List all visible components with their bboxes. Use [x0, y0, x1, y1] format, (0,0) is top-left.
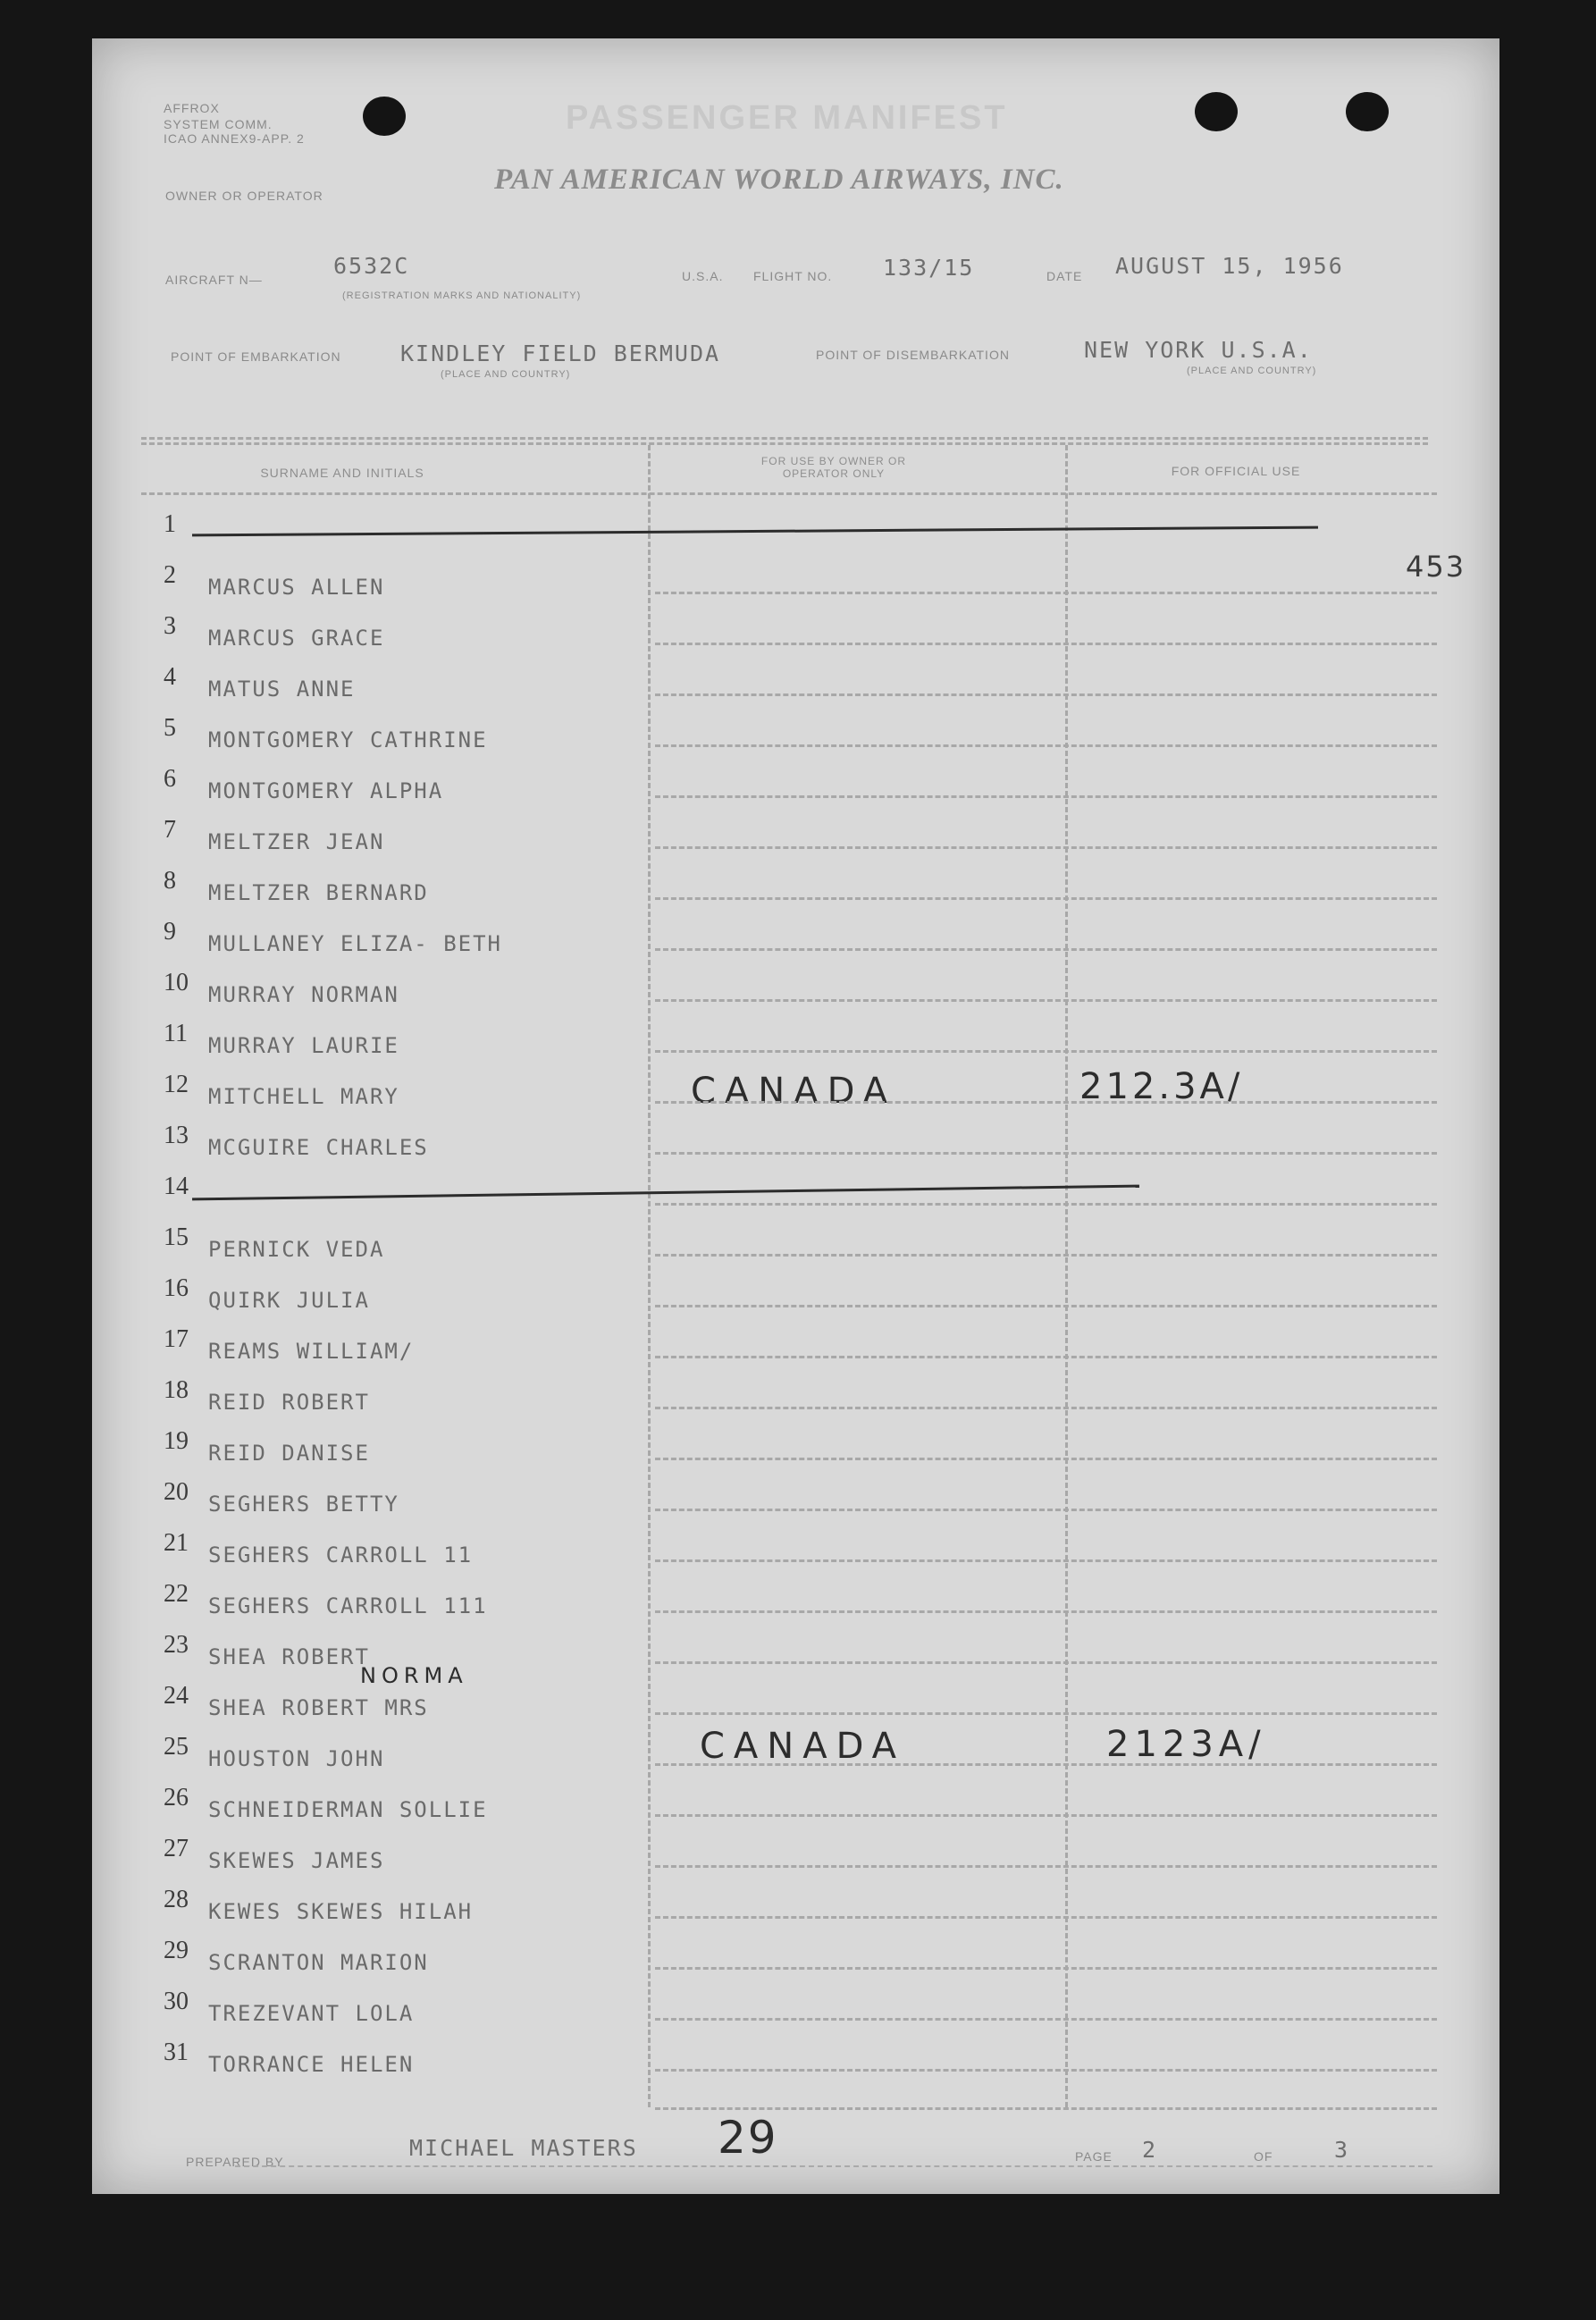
passenger-name: MULLANEY ELIZA- BETH [208, 931, 502, 956]
passenger-name: REID ROBERT [208, 1390, 370, 1415]
aircraft-value: 6532C [333, 253, 410, 279]
passenger-name: SEGHERS CARROLL 111 [208, 1593, 488, 1618]
row-number: 21 [164, 1529, 189, 1557]
punch-hole [1195, 92, 1238, 131]
row-number: 3 [164, 612, 176, 640]
row-rule [655, 1865, 1437, 1868]
passenger-name: REAMS WILLIAM/ [208, 1339, 415, 1364]
prepared-label: PREPARED BY [186, 2155, 284, 2169]
row-number: 20 [164, 1478, 189, 1506]
flight-label: FLIGHT NO. [753, 269, 833, 283]
strike-through [192, 1185, 1139, 1201]
disembark-value: NEW YORK U.S.A. [1084, 337, 1313, 363]
strike-through [192, 526, 1318, 537]
passenger-name: SEGHERS BETTY [208, 1492, 399, 1517]
row-rule [655, 1610, 1437, 1613]
passenger-name: KEWES SKEWES HILAH [208, 1899, 474, 1924]
row-rule [655, 1967, 1437, 1970]
passenger-name: MELTZER BERNARD [208, 880, 429, 905]
row-rule [655, 897, 1437, 900]
passenger-name: SHEA ROBERT MRS [208, 1695, 429, 1720]
table-top-rule [141, 442, 1428, 445]
date-value: AUGUST 15, 1956 [1115, 253, 1344, 279]
row-number: 27 [164, 1835, 189, 1862]
punch-hole [1346, 92, 1389, 131]
row-rule [655, 643, 1437, 645]
row-number: 1 [164, 510, 176, 538]
row-rule [655, 1050, 1437, 1053]
table-top-rule [141, 437, 1428, 440]
handwritten-note: NORMA [360, 1663, 468, 1688]
embark-value: KINDLEY FIELD BERMUDA [400, 340, 721, 366]
passenger-name: MARCUS GRACE [208, 626, 385, 651]
row-rule [655, 1916, 1437, 1919]
passenger-name: SEGHERS CARROLL 11 [208, 1542, 474, 1568]
column-header-owner: FOR USE BY OWNER OR OPERATOR ONLY [760, 455, 907, 480]
owner-entry: CANADA [691, 1071, 897, 1112]
row-number: 16 [164, 1274, 189, 1302]
row-rule [655, 1712, 1437, 1715]
column-header-official: FOR OFFICIAL USE [1171, 464, 1301, 478]
row-number: 14 [164, 1173, 189, 1200]
row-number: 2 [164, 561, 176, 589]
prepared-value: MICHAEL MASTERS [409, 2135, 638, 2161]
row-rule [655, 1814, 1437, 1817]
passenger-name: SKEWES JAMES [208, 1848, 385, 1873]
row-rule [655, 1559, 1437, 1562]
row-rule [655, 1661, 1437, 1664]
row-number: 9 [164, 918, 176, 946]
row-rule [655, 1101, 1437, 1104]
row-rule [655, 1305, 1437, 1307]
corner-line: SYSTEM COMM. [164, 117, 273, 131]
row-number: 7 [164, 816, 176, 844]
place-note: (PLACE AND COUNTRY) [1187, 366, 1317, 376]
row-number: 6 [164, 765, 176, 793]
row-rule [655, 1254, 1437, 1257]
page-title: PASSENGER MANIFEST [566, 99, 1008, 137]
airline-name: PAN AMERICAN WORLD AIRWAYS, INC. [494, 164, 1064, 196]
passenger-name: MURRAY LAURIE [208, 1033, 399, 1058]
row-number: 15 [164, 1223, 189, 1251]
row-number: 11 [164, 1020, 188, 1047]
flight-value: 133/15 [883, 255, 975, 281]
passenger-name: QUIRK JULIA [208, 1288, 370, 1313]
owner-entry: CANADA [700, 1726, 906, 1767]
header-rule [141, 492, 1437, 495]
row-number: 25 [164, 1733, 189, 1761]
punch-hole [363, 97, 406, 136]
country-value: U.S.A. [682, 269, 724, 283]
passenger-name: TREZEVANT LOLA [208, 2001, 415, 2026]
passenger-name: MARCUS ALLEN [208, 575, 385, 600]
place-note: (PLACE AND COUNTRY) [441, 369, 571, 380]
row-number: 12 [164, 1071, 189, 1098]
row-rule [655, 744, 1437, 747]
passenger-name: MONTGOMERY CATHRINE [208, 727, 488, 752]
row-rule [655, 693, 1437, 696]
row-rule [655, 846, 1437, 849]
row-rule [655, 1763, 1437, 1766]
row-number: 29 [164, 1937, 189, 1964]
passenger-name: MITCHELL MARY [208, 1084, 399, 1109]
corner-line: AFFROX [164, 101, 220, 115]
row-number: 10 [164, 969, 189, 996]
passenger-name: SCHNEIDERMAN SOLLIE [208, 1797, 488, 1822]
disembark-label: POINT OF DISEMBARKATION [816, 348, 1010, 362]
row-rule [655, 999, 1437, 1002]
row-rule [655, 2107, 1437, 2110]
row-rule [655, 1509, 1437, 1511]
row-number: 31 [164, 2038, 189, 2066]
margin-number: 453 [1406, 550, 1466, 584]
passenger-name: MCGUIRE CHARLES [208, 1135, 429, 1160]
row-number: 18 [164, 1376, 189, 1404]
passenger-name: MELTZER JEAN [208, 829, 385, 854]
row-rule [655, 795, 1437, 798]
row-number: 8 [164, 867, 176, 895]
passenger-name: TORRANCE HELEN [208, 2052, 415, 2077]
of-value: 3 [1334, 2137, 1350, 2163]
aircraft-label: AIRCRAFT N— [165, 273, 263, 287]
passenger-name: MURRAY NORMAN [208, 982, 399, 1007]
footer-rule [235, 2165, 1432, 2167]
row-number: 26 [164, 1784, 189, 1811]
date-label: DATE [1046, 269, 1083, 283]
passenger-name: SCRANTON MARION [208, 1950, 429, 1975]
official-entry: 2123A/ [1106, 1724, 1266, 1765]
row-rule [655, 948, 1437, 951]
row-rule [655, 1203, 1437, 1206]
page-label: PAGE [1075, 2149, 1113, 2164]
row-rule [655, 592, 1437, 594]
row-number: 17 [164, 1325, 189, 1353]
passenger-name: PERNICK VEDA [208, 1237, 385, 1262]
passenger-count: 29 [718, 2112, 778, 2164]
page-value: 2 [1142, 2137, 1158, 2163]
row-number: 23 [164, 1631, 189, 1659]
row-number: 5 [164, 714, 176, 742]
row-number: 13 [164, 1122, 189, 1149]
passenger-name: MATUS ANNE [208, 677, 356, 702]
row-number: 24 [164, 1682, 189, 1710]
row-number: 28 [164, 1886, 189, 1913]
owner-label: OWNER OR OPERATOR [165, 189, 323, 203]
row-rule [655, 2018, 1437, 2021]
passenger-name: SHEA ROBERT [208, 1644, 370, 1669]
passenger-name: HOUSTON JOHN [208, 1746, 385, 1771]
column-header-surname: SURNAME AND INITIALS [260, 466, 424, 480]
row-rule [655, 1356, 1437, 1358]
manifest-page [92, 38, 1499, 2194]
passenger-name: MONTGOMERY ALPHA [208, 778, 444, 803]
registration-note: (REGISTRATION MARKS AND NATIONALITY) [342, 290, 582, 301]
official-entry: 212.3A/ [1079, 1066, 1244, 1107]
row-rule [655, 2069, 1437, 2072]
column-divider [648, 445, 651, 2107]
passenger-name: REID DANISE [208, 1441, 370, 1466]
row-number: 4 [164, 663, 176, 691]
embark-label: POINT OF EMBARKATION [171, 349, 341, 364]
row-number: 19 [164, 1427, 189, 1455]
of-label: OF [1254, 2149, 1273, 2164]
row-rule [655, 1152, 1437, 1155]
row-number: 30 [164, 1988, 189, 2015]
row-rule [655, 1407, 1437, 1409]
corner-line: ICAO ANNEX9-APP. 2 [164, 131, 305, 146]
row-rule [655, 1458, 1437, 1460]
row-number: 22 [164, 1580, 189, 1608]
